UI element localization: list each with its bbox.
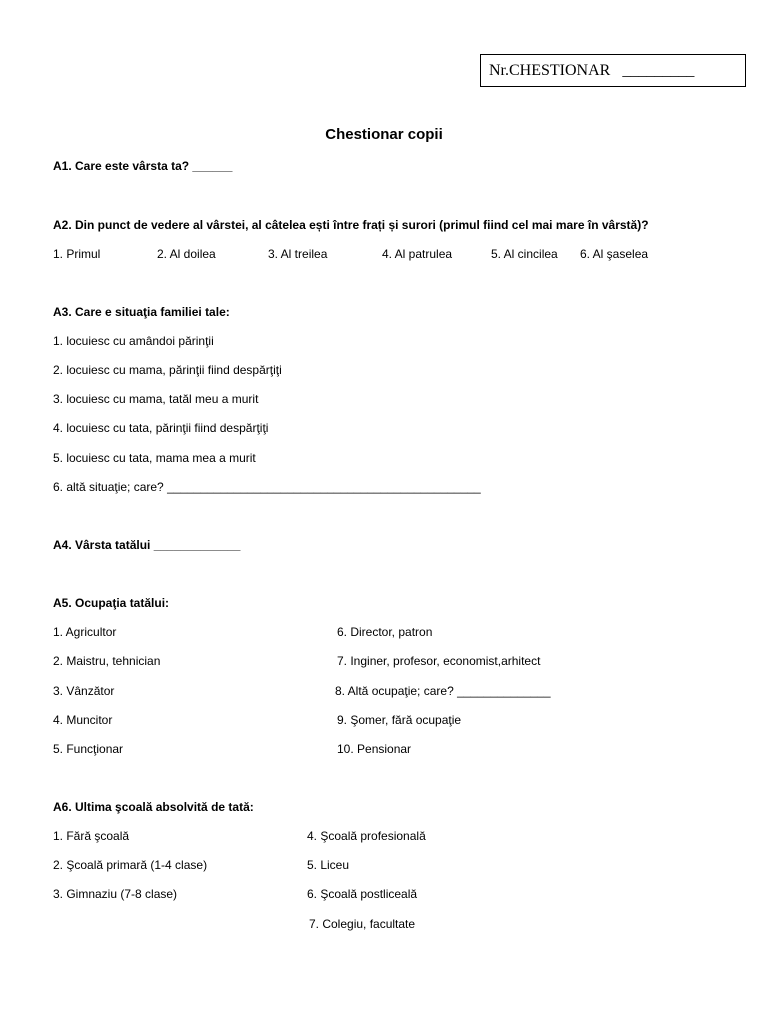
a6-option-7[interactable]: 7. Colegiu, facultate [309, 917, 416, 931]
question-a2: A2. Din punct de vedere al vârstei, al câtelea ești între frați și surori (primul fiind cel mai mare în vârstă)? [53, 218, 649, 232]
a3-option-5[interactable]: 5. locuiesc cu tata, mama mea a murit [53, 451, 256, 465]
a3-option-2[interactable]: 2. locuiesc cu mama, părinţii fiind despărţiţi [53, 363, 282, 377]
questionnaire-number-blank[interactable]: _________ [622, 62, 695, 79]
question-a5: A5. Ocupaţia tatălui: [53, 596, 170, 610]
a5-option-6[interactable]: 6. Director, patron [337, 625, 433, 639]
a5-option-3[interactable]: 3. Vânzător [53, 684, 115, 698]
a5-option-4[interactable]: 4. Muncitor [53, 713, 113, 727]
question-a3: A3. Care e situaţia familiei tale: [53, 305, 230, 319]
question-a1: A1. Care este vârsta ta? ______ [53, 159, 233, 173]
a6-option-1[interactable]: 1. Fără şcoală [53, 829, 130, 843]
a3-option-6[interactable]: 6. altă situaţie; care? _______________________________________________ [53, 480, 481, 494]
a2-option-5[interactable]: 5. Al cincilea [491, 247, 558, 261]
a5-option-2[interactable]: 2. Maistru, tehnician [53, 654, 161, 668]
a2-option-1[interactable]: 1. Primul [53, 247, 101, 261]
a6-option-3[interactable]: 3. Gimnaziu (7-8 clase) [53, 887, 178, 901]
a2-option-4[interactable]: 4. Al patrulea [382, 247, 453, 261]
a5-option-8[interactable]: 8. Altă ocupaţie; care? ______________ [335, 684, 551, 698]
a3-option-1[interactable]: 1. locuiesc cu amândoi părinţii [53, 334, 214, 348]
questionnaire-number-box[interactable] [480, 54, 746, 87]
a3-option-4[interactable]: 4. locuiesc cu tata, părinţii fiind despărţiţi [53, 421, 269, 435]
a6-option-2[interactable]: 2. Şcoală primară (1-4 clase) [53, 858, 208, 872]
a5-option-5[interactable]: 5. Funcţionar [53, 742, 124, 756]
question-a6: A6. Ultima şcoală absolvită de tată: [53, 800, 254, 814]
a6-option-5[interactable]: 5. Liceu [307, 858, 350, 872]
a6-option-6[interactable]: 6. Şcoală postliceală [307, 887, 418, 901]
page-title: Chestionar copii [325, 126, 443, 143]
a2-option-2[interactable]: 2. Al doilea [157, 247, 216, 261]
a5-option-1[interactable]: 1. Agricultor [53, 625, 117, 639]
a3-option-3[interactable]: 3. locuiesc cu mama, tatăl meu a murit [53, 392, 259, 406]
a2-option-3[interactable]: 3. Al treilea [268, 247, 328, 261]
a5-option-10[interactable]: 10. Pensionar [337, 742, 412, 756]
a5-option-7[interactable]: 7. Inginer, profesor, economist,arhitect [337, 654, 541, 668]
a6-option-4[interactable]: 4. Şcoală profesională [307, 829, 426, 843]
questionnaire-number-label: Nr.CHESTIONAR [489, 62, 611, 79]
question-a4: A4. Vârsta tatălui _____________ [53, 538, 241, 552]
a2-option-6[interactable]: 6. Al şaselea [580, 247, 649, 261]
a5-option-9[interactable]: 9. Şomer, fără ocupaţie [337, 713, 462, 727]
